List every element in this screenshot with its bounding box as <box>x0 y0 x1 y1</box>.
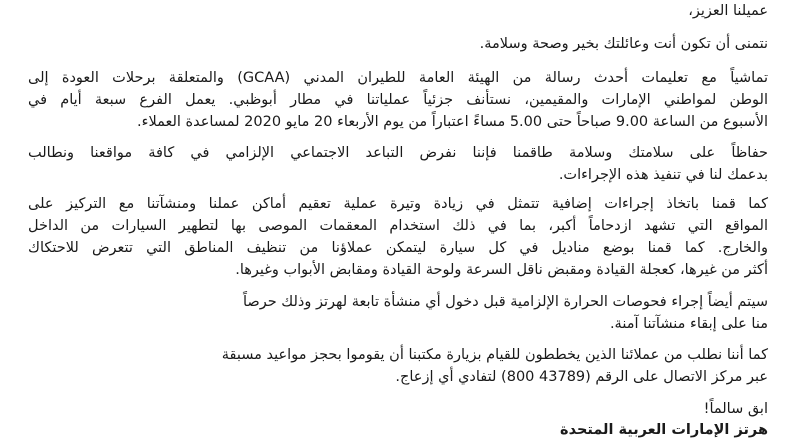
appointment-request-paragraph <box>222 344 768 388</box>
paragraph-line: كما قمنا باتخاذ إجراءات إضافية تتمثل في زيادة وتيرة عملية تعقيم أماكن عملنا ومنشآتنا مع التركيز على <box>28 196 768 212</box>
paragraph-line: حفاظاً على سلامتك وسلامة طاقمنا فإننا نفرض التباعد الاجتماعي الإلزامي في كافة مواقعنا ونطالب <box>28 145 768 161</box>
sanitization-measures-paragraph <box>28 193 768 281</box>
paragraph-line: تماشياً مع تعليمات أحدث رسالة من الهيئة العامة للطيران المدني (GCAA) والمتعلقة برحلات العودة إلى <box>28 70 768 86</box>
company-signature <box>560 419 768 441</box>
paragraph-line: الأسبوع من الساعة 9.00 صباحاً حتى 5.00 مساءً اعتباراً من يوم الأربعاء 20 مايو 2020 لمساعدة العملاء. <box>137 114 768 130</box>
wish-paragraph <box>480 33 768 55</box>
paragraph-line: منا على إبقاء منشآتنا آمنة. <box>609 316 768 332</box>
closing-paragraph <box>704 398 768 420</box>
paragraph-line: أكثر من غيرها، كعجلة القيادة ومقبض ناقل السرعة ولوحة القيادة ومقابض الأبواب وغيرها. <box>235 262 768 278</box>
greeting-paragraph <box>688 0 768 22</box>
greeting-text: عميلنا العزيز، <box>688 3 768 19</box>
paragraph-line: الوطن لمواطني الإمارات والمقيمين، نستأنف جزئياً عملياتنا في مطار أبوظبي. يعمل الفرع سبعة أيام في <box>28 92 768 108</box>
paragraph-line: كما أننا نطلب من عملائنا الذين يخططون للقيام بزيارة مكتبنا أن يقوموا بحجز مواعيد مسبقة <box>221 347 768 363</box>
paragraph-line: والخارج. كما قمنا بوضع مناديل في كل سيارة ليتمكن عملاؤنا من تنظيف المناطق التي تتعرض للاحتكاك <box>28 240 768 256</box>
wish-text: نتمنى أن تكون أنت وعائلتك بخير وصحة وسلامة. <box>479 36 768 52</box>
paragraph-line: عبر مركز الاتصال على الرقم (43789 800) لتفادي أي إزعاج. <box>395 369 768 385</box>
paragraph-line: المواقع التي تشهد ازدحاماً أكبر، بما في ذلك استخدام المعقمات الموصى بها لتطهير السيارات من الداخل <box>28 218 768 234</box>
company-name: هرتز الإمارات العربية المتحدة <box>560 422 768 438</box>
operations-notice-paragraph <box>28 67 768 133</box>
social-distancing-paragraph <box>28 142 768 186</box>
paragraph-line: بدعمك لنا في تنفيذ هذه الإجراءات. <box>558 167 768 183</box>
closing-text: ابق سالماً! <box>703 401 768 417</box>
paragraph-line: سيتم أيضاً إجراء فحوصات الحرارة الإلزامية قبل دخول أي منشأة تابعة لهرتز وذلك حرصاً <box>242 294 768 310</box>
temperature-check-paragraph <box>243 291 768 335</box>
